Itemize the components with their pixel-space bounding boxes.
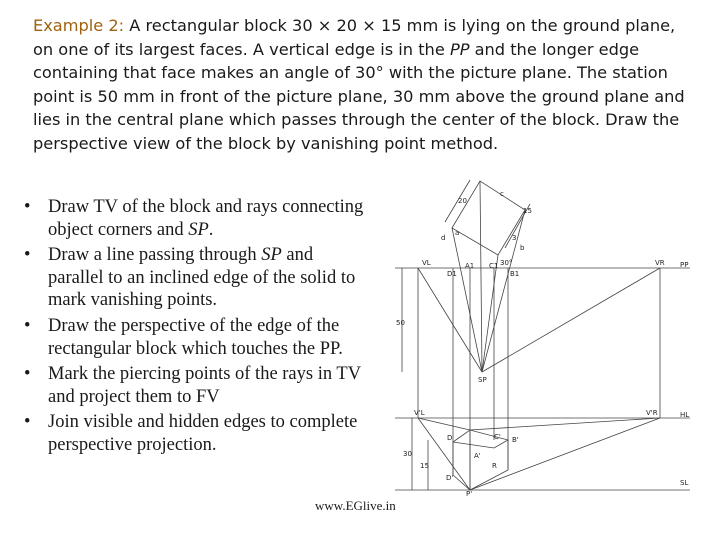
label-dim-50: 50 bbox=[396, 319, 405, 327]
ray-line bbox=[480, 181, 482, 372]
label-a: a bbox=[455, 229, 460, 237]
step-text-end: . bbox=[208, 219, 214, 240]
label-vr2: V'R bbox=[646, 409, 658, 417]
ray-line bbox=[482, 255, 498, 372]
example-text-b: and the longer edge containing that face makes an angle of 30° with the picture plane. The station point is 50 mm in front of the picture plane, 30 mm above the ground plane and lies in the central plane which passes through the center of the block. Draw the perspective view of the block by vanishing point method. bbox=[33, 39, 685, 153]
label-d3: D' bbox=[446, 474, 454, 482]
label-30deg: 30° bbox=[500, 259, 513, 267]
label-sp: SP bbox=[478, 376, 487, 384]
label-d1: D1 bbox=[447, 270, 457, 278]
step-text: Draw a line passing through bbox=[48, 245, 262, 266]
step-text-end: and parallel to an inclined edge of the solid to mark vanishing points. bbox=[48, 245, 356, 311]
label-3: 3 bbox=[512, 234, 517, 242]
label-sl: SL bbox=[680, 479, 689, 487]
step-text-italic: SP bbox=[261, 245, 282, 266]
label-hl: HL bbox=[680, 411, 690, 419]
step-text: Draw the perspective of the edge of the rectangular block which touches the PP. bbox=[48, 315, 343, 359]
ray-line bbox=[452, 228, 482, 372]
label-b1: B1 bbox=[510, 270, 520, 278]
label-vr: VR bbox=[655, 259, 665, 267]
label-vl2: V'L bbox=[414, 409, 425, 417]
example-text-a: A rectangular block 30 × 20 × 15 mm is lying on the ground plane, on one of its largest faces. A vertical edge is in the bbox=[33, 16, 676, 59]
perspective-bottom-edges bbox=[453, 470, 508, 490]
label-b2: B' bbox=[512, 436, 519, 444]
label-dim-15-fv: 15 bbox=[420, 462, 429, 470]
bullet-icon: • bbox=[24, 315, 31, 336]
label-d2: D bbox=[447, 434, 453, 442]
example-text-pp: PP bbox=[449, 39, 470, 59]
label-b: b bbox=[520, 244, 525, 252]
bullet-icon: • bbox=[24, 197, 31, 217]
vanishing-ray-right bbox=[482, 268, 660, 372]
label-c: c bbox=[500, 190, 504, 198]
label-a2: A' bbox=[474, 452, 481, 460]
label-r: R bbox=[492, 462, 497, 470]
label-dim-30: 30 bbox=[403, 450, 412, 458]
step-text: Draw TV of the block and rays connecting object corners and bbox=[48, 197, 364, 240]
step-text: Mark the piercing points of the rays in TV and project them to FV bbox=[48, 364, 361, 407]
label-dim-15: 15 bbox=[523, 207, 532, 215]
bullet-icon: • bbox=[24, 245, 31, 266]
label-pp: PP bbox=[680, 261, 689, 269]
step-text: Join visible and hidden edges to complete perspective projection. bbox=[48, 412, 358, 455]
ray-line bbox=[482, 210, 525, 372]
label-a1: A1 bbox=[465, 262, 475, 270]
credit-text: www.EGlive.in bbox=[315, 498, 396, 513]
vanishing-converge bbox=[470, 418, 660, 430]
label-c2: C' bbox=[494, 433, 501, 441]
label-vl: VL bbox=[422, 259, 431, 267]
vanishing-converge bbox=[418, 418, 470, 490]
bullet-icon: • bbox=[24, 364, 31, 385]
label-c1: C1 bbox=[489, 262, 499, 270]
vanishing-ray-left bbox=[418, 268, 482, 372]
label-d: d bbox=[441, 234, 446, 242]
bullet-icon: • bbox=[24, 412, 31, 433]
example-label: Example 2: bbox=[33, 16, 125, 35]
vanishing-converge bbox=[470, 418, 660, 490]
step-text-italic: SP bbox=[188, 219, 209, 240]
label-p: P' bbox=[466, 490, 473, 498]
label-dim-20: 20 bbox=[458, 197, 467, 205]
